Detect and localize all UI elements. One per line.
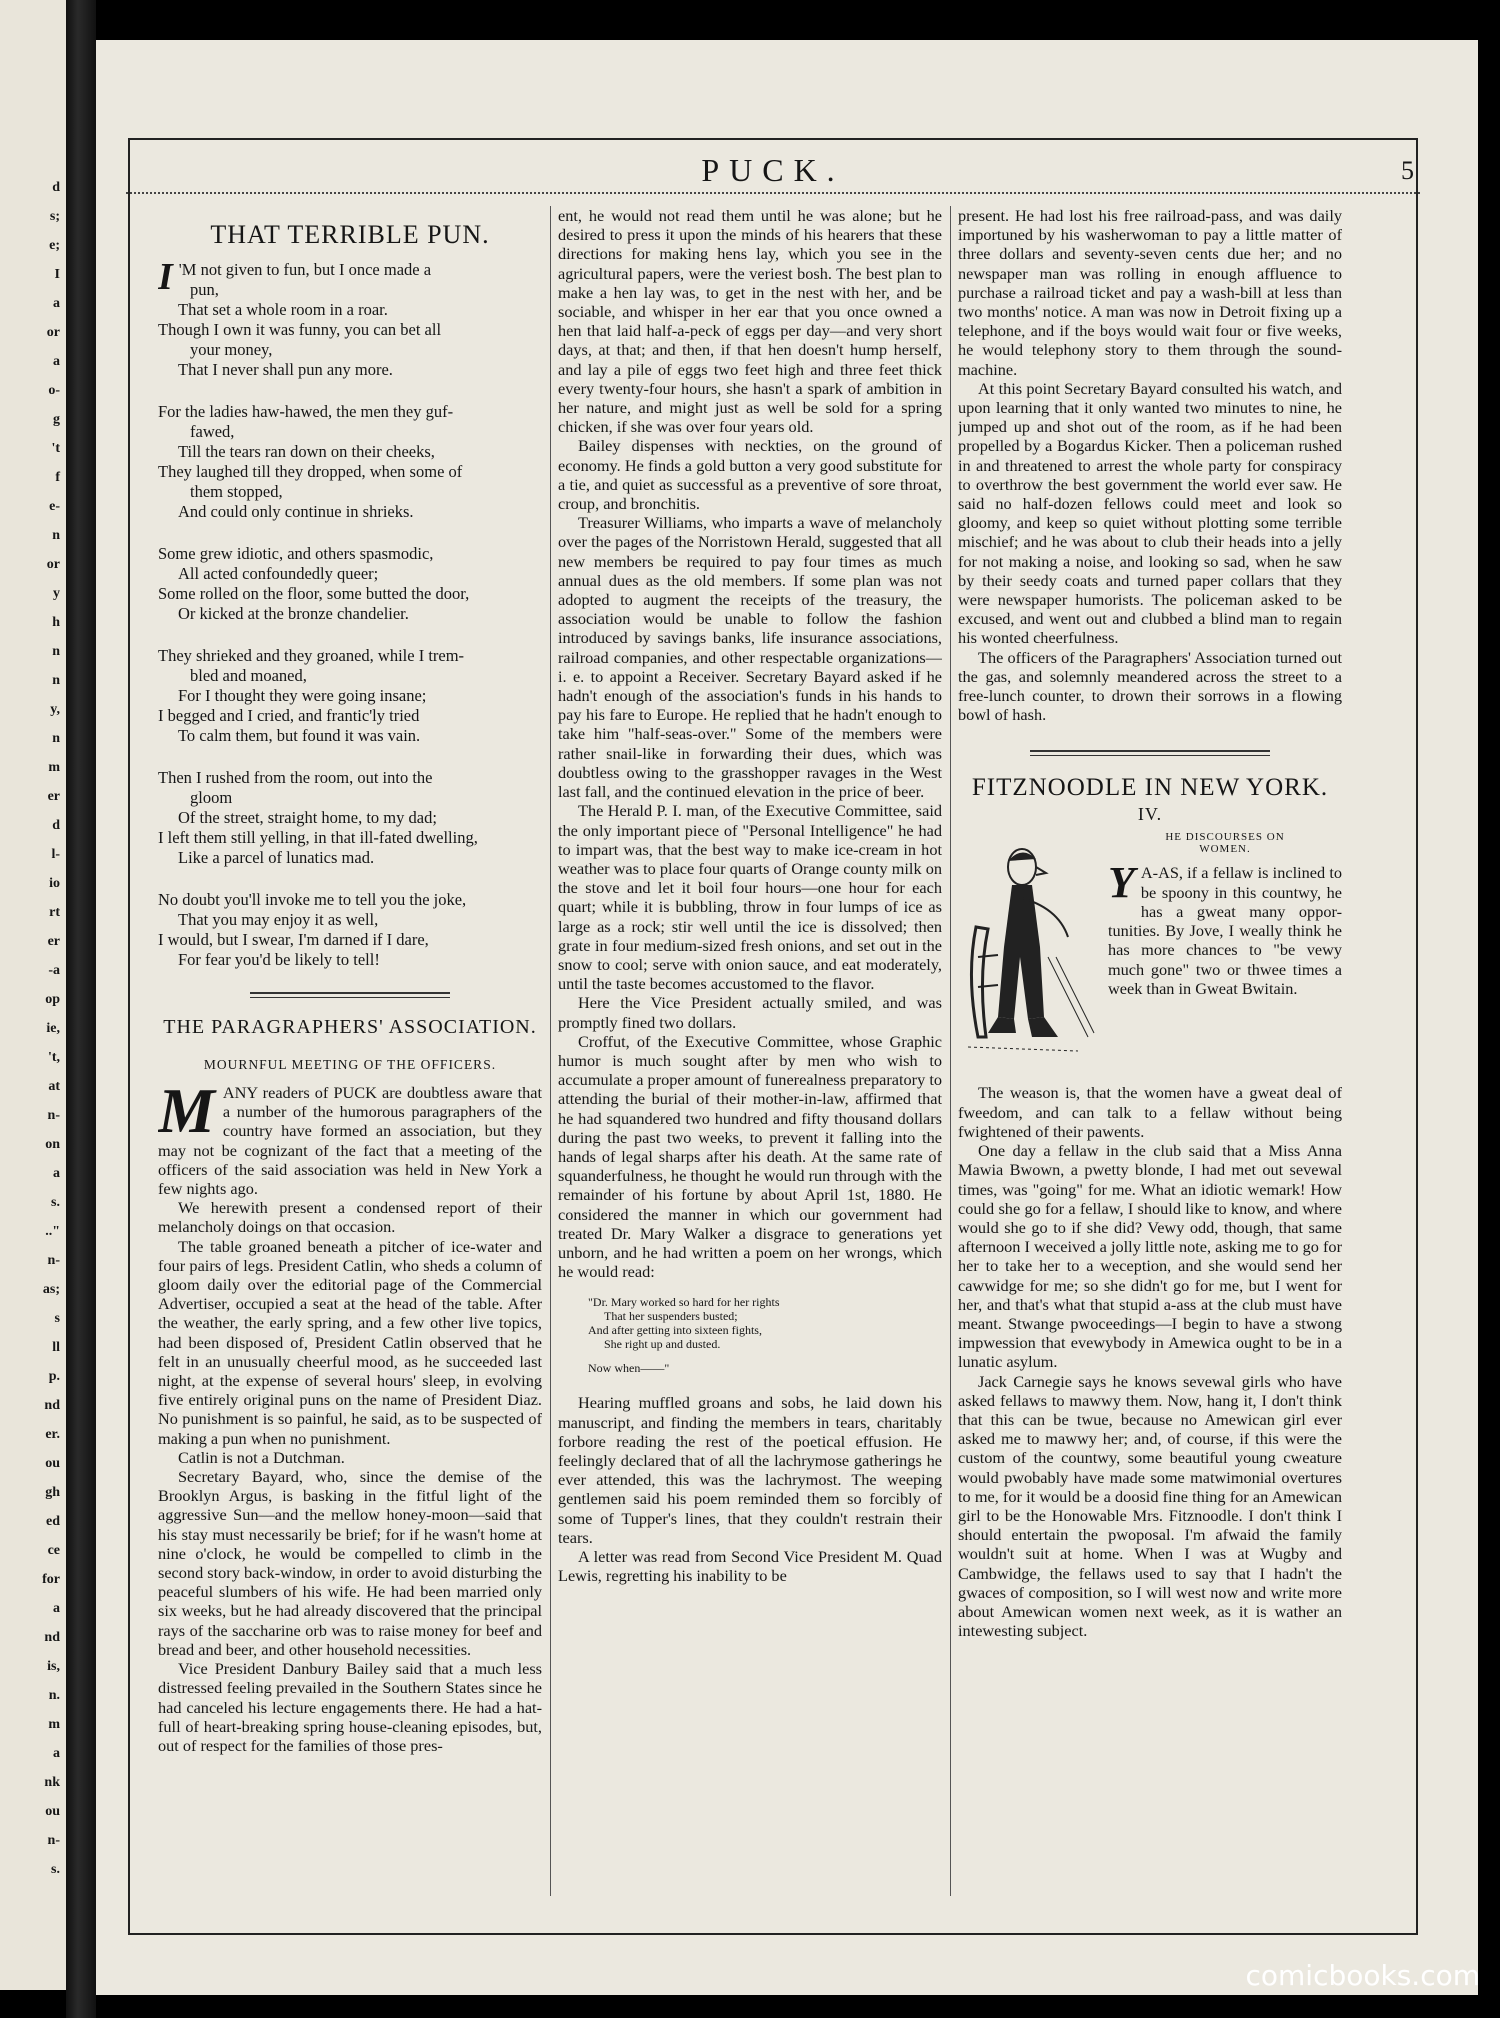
poem-line: Of the street, straight home, to my dad; (178, 808, 437, 827)
column-3 (958, 206, 1342, 1896)
prev-page-fragment: ie, (46, 1021, 60, 1036)
verse-line: Now when——" (588, 1361, 670, 1376)
poem-line: 'M not given to fun, but I once made a (178, 260, 432, 279)
poem-line: For fear you'd be likely to tell! (178, 950, 380, 969)
poem-title: THAT TERRIBLE PUN. (210, 220, 490, 249)
drop-cap: M (158, 1075, 215, 1146)
drop-cap: Y (1108, 858, 1135, 908)
prev-page-fragment: m (48, 1717, 60, 1732)
prev-page-fragment: g (53, 412, 60, 427)
article-body-col1 (158, 1075, 542, 1755)
prev-page-fragment: is, (47, 1659, 60, 1674)
verse-line: "Dr. Mary worked so hard for her rights (588, 1295, 780, 1310)
prev-page-fragment: f (55, 470, 60, 485)
poem-line: All acted confoundedly queer; (178, 564, 379, 583)
prev-page-fragment: d (52, 180, 60, 195)
prev-page-fragment: y (53, 586, 60, 601)
previous-page-edge (0, 0, 66, 1990)
prev-page-fragment: er (47, 789, 60, 804)
section-separator (250, 992, 450, 998)
page-header (126, 152, 1420, 192)
prev-page-fragment: s. (51, 1195, 60, 1210)
poem-line: Till the tears ran down on their cheeks, (178, 442, 435, 461)
poem-line: No doubt you'll invoke me to tell you the joke, (158, 890, 467, 909)
article-body-col3 (958, 206, 1342, 724)
prev-page-fragment: .." (45, 1224, 60, 1239)
prev-page-fragment: a (53, 1601, 60, 1616)
poem-line: Or kicked at the bronze chandelier. (178, 604, 409, 623)
paragraph: A letter was read from Second Vice President M. Quad Lewis, regretting his inability to be (558, 1547, 942, 1586)
poem-line: fawed, (190, 422, 235, 441)
poem-line: Some grew idiotic, and others spasmodic, (158, 544, 434, 563)
prev-page-fragment: a (53, 296, 60, 311)
prev-page-fragment: rt (49, 905, 60, 920)
prev-page-fragment: er (47, 934, 60, 949)
poem-line: I begged and I cried, and frantic'ly tried (158, 706, 420, 725)
prev-page-fragment: n (52, 644, 60, 659)
prev-page-fragment: n- (47, 1253, 60, 1268)
prev-page-fragment: ce (47, 1543, 60, 1558)
paragraph: Jack Carnegie says he knows sevewal girls who have asked fellaws to mawwy them. Now, hang it, I don't think that this can be twue, because no Amewican girl ever asked me to mawwy her; and, of course, if this were the custom of the countwy, some beautiful young cweature would pwobably have made some matwimonial overtures to me, for it would be a doosid fine thing for an Amewican girl to be the Honowable Mrs. Fitznoodle. I don't think I should entertain the pwoposal. I'm afwaid the family wouldn't suit at home. When I was at Wugby and Cambwidge, the fellaws used to say that I hadn't the gwaces of composition, so I will west now and write more about Amewican women next week, as it is wather an intewesting subject. (958, 1371, 1342, 1641)
prev-page-fragment: ou (45, 1804, 60, 1819)
prev-page-fragment: for (42, 1572, 60, 1587)
prev-page-fragment: io (49, 876, 60, 891)
poem-stanza (158, 402, 542, 522)
prev-page-fragment: s; (49, 209, 60, 224)
inset-verse (588, 1295, 942, 1375)
prev-page-fragment: n (52, 673, 60, 688)
paragraph: The weason is, that the women have a gweat deal of fweedom, and can talk to a fellaw without being fwightened of their pawents. (958, 1083, 1342, 1141)
prev-page-fragment: on (45, 1137, 60, 1152)
column-rule (950, 206, 951, 1896)
page-number: 5 (1401, 156, 1414, 185)
paragraph: The Herald P. I. man, of the Executive Committee, said the only important piece of "Personal Intelligence" he had to impart was, that the best way to make ice-cream in hot weather was to place four quarts of Orange county milk on the stove and let it boil four hours—one hour for each quart; while it is bubbling, throw in four lumps of ice as large as a rock; stir well until the ice is dissolved; then grate in four medium-sized fresh onions, and set out in the snow to cool; serve with onion sauce, and eat moderately, until the taste becomes accustomed to the flavor. (558, 801, 942, 994)
paragraph: We herewith present a condensed report of their melancholy doings on that occasion. (158, 1198, 542, 1237)
paragraph: The officers of the Paragraphers' Association turned out the gas, and solemnly meandered across the street to a free-lunch counter, to drown their sorrows in a flowing bowl of hash. (958, 647, 1342, 725)
fitz-number: IV. (1137, 804, 1163, 825)
prev-page-fragment: y, (50, 702, 60, 717)
verse-line: And after getting into sixteen fights, (588, 1323, 762, 1338)
article-body-col2-end (558, 1393, 942, 1585)
prev-page-fragment: e- (49, 499, 60, 514)
prev-page-fragment: op (45, 992, 60, 1007)
poem-stanza (158, 256, 542, 380)
poem-line: To calm them, but found it was vain. (178, 726, 421, 745)
poem-stanza (158, 544, 542, 624)
prev-page-fragment: gh (45, 1485, 60, 1500)
poem-stanza (158, 890, 542, 970)
fitznoodle-illustration (958, 837, 1098, 1077)
prev-page-fragment: at (48, 1079, 60, 1094)
poem-line: pun, (190, 280, 219, 299)
section-separator (1030, 750, 1270, 756)
prev-page-fragment: n. (48, 1688, 60, 1703)
prev-page-fragment: -a (48, 963, 60, 978)
prev-page-fragment: ou (45, 1456, 60, 1471)
poem-line: your money, (190, 340, 273, 359)
prev-page-fragment: ll (52, 1340, 60, 1355)
prev-page-fragment: n- (47, 1833, 60, 1848)
prev-page-fragment: 't, (47, 1050, 60, 1065)
paragraph: One day a fellaw in the club said that a Miss Anna Mawia Bwown, a pwetty blonde, I had met out sevewal times, was "going" for me. What an idiotic wemark! How could she go for a fellaw, I should like to know, and where would she go to if she did? Vewy odd, though, that same afternoon I weceived a jolly little note, asking me to go for her to take her to a weception, and she would send her cawwidge for me; so she didn't go for me, but I went for her, and that's what that stupid a-ass at the club must have meant. Stwange pwoceedings—I begin to have a stwong impwession that evewybody in Amewica ought to be in a lunatic asylum. (958, 1141, 1342, 1372)
fitz-subtitle: HE DISCOURSES ON (1165, 831, 1285, 844)
poem-stanza (158, 646, 542, 746)
prev-page-fragment: or (46, 557, 60, 572)
binding-gutter (66, 0, 96, 2018)
prev-page-fragment: p. (48, 1369, 60, 1384)
prev-page-fragment: a (53, 354, 60, 369)
prev-page-fragment: s. (51, 1862, 60, 1877)
poem-line: Some rolled on the floor, some butted the door, (158, 584, 470, 603)
prev-page-fragment: l- (51, 847, 60, 862)
masthead: PUCK. (701, 152, 845, 188)
poem-body (158, 256, 542, 970)
poem-line: That I never shall pun any more. (178, 360, 393, 379)
prev-page-fragment: n (52, 528, 60, 543)
fitz-body (958, 831, 1342, 1640)
poem-line: For the ladies haw-hawed, the men they guf- (158, 402, 454, 421)
magazine-page (96, 40, 1478, 1995)
paragraph: Vice President Danbury Bailey said that a much less distressed feeling prevailed in the Southern States since he had canceled his lecture engagements there. He had a hat-full of heart-breaking spring house-cleaning episodes, but, out of respect for the families of those pres- (158, 1659, 542, 1755)
paragraph: Hearing muffled groans and sobs, he laid down his manuscript, and finding the members in tears, charitably forbore reading the rest of the poetical effusion. He feelingly declared that of all the lachrymose gatherings he ever attended, this was the lachrymost. The weeping gentlemen said his poem reminded them so forcibly of some of Tupper's lines, that they couldn't restrain their tears. (558, 1393, 942, 1547)
prev-page-fragment: n (52, 731, 60, 746)
column-rule (550, 206, 551, 1896)
prev-page-fragment: 't (51, 441, 60, 456)
fitz-subtitle-2: WOMEN. (1199, 843, 1251, 856)
prev-page-fragment: a (53, 1166, 60, 1181)
paragraph: The table groaned beneath a pitcher of ice-water and four pairs of legs. President Catlin, who sheds a column of gloom daily over the editorial page of the Commercial Advertiser, occupied a seat at the head of the table. After the weather, the early spring, and a few other live topics, had been disposed of, President Catlin observed that he felt in an unusually cheerful mood, as he succeeded last night, at the expense of several hours' sleep, in evolving five entirely original puns on the name of President Diaz. No punishment is so painful, he said, as to be suspected of making a pun when no punishment. (158, 1236, 542, 1448)
paragraph: Croffut, of the Executive Committee, whose Graphic humor is much sought after by men who wish to accumulate a proper amount of funerealness preparatory to attending the burial of their mother-in-law, affirmed that he had squandered two hundred and fifty thousand dollars during the past two weeks, to prevent it falling into the hands of legal sharps after his death. At the same rate of squanderfulness, he thought he would run through with the remainder of his fortune by about April 1st, 1880. He considered the manner in which our government had treated Dr. Mary Walker a disgrace to generations yet unborn, and he had written a poem on her wrongs, which he would read: (558, 1031, 942, 1282)
prev-page-fragment: a (53, 1746, 60, 1761)
paragraph: Here the Vice President actually smiled, and was promptly fined two dollars. (558, 993, 942, 1032)
poem-line: And could only continue in shrieks. (178, 502, 414, 521)
prev-page-fragment: I (54, 267, 60, 282)
article-body-col2 (558, 206, 942, 1281)
prev-page-fragment: as; (42, 1282, 60, 1297)
poem-stanza (158, 768, 542, 868)
poem-line: Then I rushed from the room, out into the (158, 768, 433, 787)
poem-line: They laughed till they dropped, when some of (158, 462, 463, 481)
prev-page-fragment: nd (44, 1630, 60, 1645)
poem-line: That you may enjoy it as well, (178, 910, 379, 929)
paragraph: Bailey dispenses with neckties, on the ground of economy. He finds a gold button a very good substitute for a tie, and quiet as successful as a preventive of sore throat, croup, and bronchitis. (558, 436, 942, 514)
poem-line: gloom (190, 788, 233, 807)
article-title: THE PARAGRAPHERS' ASSOCIATION. (163, 1016, 537, 1038)
poem-line: them stopped, (190, 482, 283, 501)
poem-line: They shrieked and they groaned, while I trem- (158, 646, 465, 665)
poem-line: For I thought they were going insane; (178, 686, 427, 705)
paragraph: Secretary Bayard, who, since the demise of the Brooklyn Argus, is basking in the fitful light of the aggressive Sun—and the mellow honey-moon—said that his stay must necessarily be brief; for if he wasn't home at nine o'clock, he would be compelled to climb in the second story back-window, in order to avoid disturbing the peaceful slumbers of his wife. He had been married only six weeks, but he had already discovered that the principal rays of the saccharine orb was to raise money for beef and bread and beer, and other household necessities. (158, 1467, 542, 1659)
prev-page-fragment: ed (46, 1514, 60, 1529)
verse-line: That her suspenders busted; (604, 1309, 738, 1324)
poem-line: I left them still yelling, in that ill-fated dwelling, (158, 828, 478, 847)
drop-cap: I (158, 256, 173, 298)
prev-page-fragment: nd (44, 1398, 60, 1413)
prev-page-fragment: or (46, 325, 60, 340)
paragraph: Catlin is not a Dutchman. (178, 1447, 345, 1467)
article-subtitle: MOURNFUL MEETING OF THE OFFICERS. (203, 1057, 497, 1072)
prev-page-fragment: o- (48, 383, 60, 398)
poem-line: Like a parcel of lunatics mad. (178, 848, 375, 867)
poem-line: Though I own it was funny, you can bet all (158, 320, 442, 339)
prev-page-fragment: n- (47, 1108, 60, 1123)
poem-line: That set a whole room in a roar. (178, 300, 388, 319)
prev-page-fragment: s (54, 1311, 60, 1326)
paragraph: present. He had lost his free railroad-pass, and was daily importuned by his washerwoman to pay a little matter of three dollars and seventy-seven cents due her; and no newspaper man was rolling in enough affluence to purchase a railroad ticket and pay a wash-bill at less than two months' notice. A man was now in Detroit fixing up a telephone, and if the boys would wait four or five weeks, he would telephony story to them through the sound-machine. (958, 206, 1342, 379)
article-first-paragraph: MANY readers of PUCK are doubtless aware that a number of the humorous paragraphers of the country have formed an association, but they may not be cognizant of the fact that a meeting of the officers of the said association was held in New York a few nights ago. (158, 1075, 542, 1199)
prev-page-fragment: d (52, 818, 60, 833)
watermark: comicbooks.com (1245, 1959, 1480, 1992)
prev-page-fragment: h (52, 615, 60, 630)
column-2 (558, 206, 942, 1896)
prev-page-fragment: m (48, 760, 60, 775)
column-1 (158, 206, 542, 1896)
fitz-first-paragraph: Y A-AS, if a fellaw is inclined to be spoony in this countwy, he has a gweat many oppor-tunities. By Jove, I weally think he has more chances to "be vewy much gone" two or thwee times a week than in Gweat Bwitain. (1108, 858, 1342, 998)
paragraph: ent, he would not read them until he was alone; but he desired to press it upon the minds of his hearers that these directions for making hens lay, which you see in the agricultural papers, were the veriest bosh. The best plan to make a hen lay was, to get in the nest with her, and be sociable, and whisper in her ear that you once owned a hen that laid half-a-peck of eggs per day—and very short days, at that; and then, if that hen doesn't hump herself, and lay a pile of eggs two feet high and three feet thick every twenty-four hours, she hasn't a spark of ambition in her nature, and might just as well be sold for a spring chicken, if she was over four years old. (558, 206, 942, 437)
header-rule (126, 192, 1420, 194)
prev-page-fragment: e; (49, 238, 60, 253)
poem-line: I would, but I swear, I'm darned if I dare, (158, 930, 429, 949)
prev-page-fragment: nk (44, 1775, 60, 1790)
paragraph: Treasurer Williams, who imparts a wave of melancholy over the pages of the Norristown Herald, suggested that all new members be required to pay four times as much annual dues as the old members. If some plan was not adopted to augment the receipts of the treasury, the association would be unable to follow the fashion introduced by savings banks, life insurance associations, railroad companies, and other respectable organizations—i. e. to appoint a Receiver. Secretary Bayard asked if he hadn't enough of the association's funds in his hands to pay his fare to Europe. He replied that he hadn't enough to take him "half-seas-over." Some of the members were rather snail-like in forwarding their dues, which was doubtless owing to the grasshopper ravages in the West last fall, and the continued elevation in the price of beer. (558, 513, 942, 802)
poem-line: bled and moaned, (190, 666, 307, 685)
fitz-title: FITZNOODLE IN NEW YORK. (971, 774, 1329, 802)
paragraph: At this point Secretary Bayard consulted his watch, and upon learning that it only wanted two minutes to nine, he jumped up and shot out of the room, as if he had been propelled by a Bogardus Kicker. Then a policeman rushed in and threatened to arrest the whole party for conspiracy to overthrow the best government the world ever saw. He said no half-dozen fellows could meet and look so gloomy, and keep so quiet without plotting some terrible mischief; and he was about to club their heads into a jelly for not making a noise, and looking so sad, when he saw by their seedy coats and turned paper collars that they were newspaper humorists. The policeman asked to be excused, and went out and clubbed a blind man to regain his wonted cheerfulness. (958, 378, 1342, 648)
verse-line: She right up and dusted. (604, 1337, 721, 1352)
prev-page-fragment: er. (45, 1427, 60, 1442)
